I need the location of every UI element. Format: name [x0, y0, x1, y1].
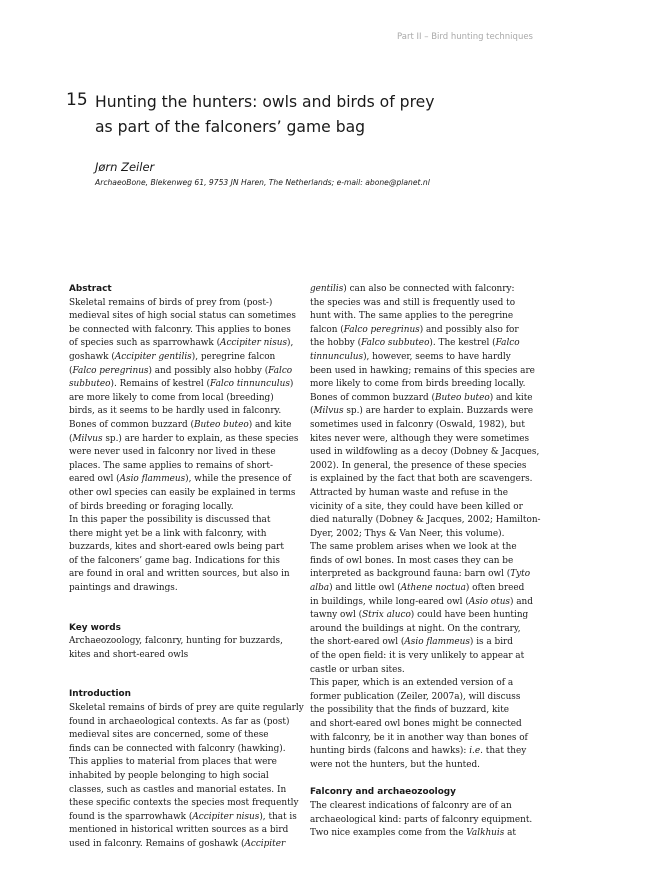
text-line: gentilis) can also be connected with falconry:	[310, 284, 515, 294]
author-name: Jørn Zeiler	[95, 160, 155, 174]
text-line: In this paper the possibility is discussed that	[69, 515, 271, 526]
text-line: is explained by the fact that both are scavengers.	[310, 474, 533, 485]
text-line: vicinity of a site, they could have been killed or	[310, 501, 523, 512]
text-line: archaeological kind: parts of falconry equipment.	[310, 814, 533, 825]
text-line: This paper, which is an extended version of a	[310, 678, 514, 689]
text-line: alba) and little owl (Athene noctua) often breed	[310, 583, 525, 594]
falconry-section-heading: Falconry and archaeozoology	[310, 787, 456, 798]
text-line: subbuteo). Remains of kestrel (Falco tinnunculus)	[69, 379, 294, 390]
text-line: of the open field: it is very unlikely to appear at	[310, 651, 525, 662]
text-line: Skeletal remains of birds of prey are quite regularly	[69, 703, 304, 714]
text-line: (Milvus sp.) are harder to explain, as these species	[69, 433, 299, 444]
text-line: eared owl (Asio flammeus), while the presence of	[69, 474, 292, 485]
text-line: kites never were, although they were sometimes	[310, 433, 530, 444]
introduction-text	[69, 702, 304, 852]
text-line: of species such as sparrowhawk (Accipiter nisus),	[69, 338, 294, 349]
text-line: birds, as it seems to be hardly used in falconry.	[69, 406, 282, 417]
chapter-number: 15	[66, 90, 88, 110]
text-line: interpreted as background fauna: barn owl (Tyto	[310, 569, 531, 580]
text-line: (Milvus sp.) are harder to explain. Buzzards were	[310, 406, 534, 417]
text-line: former publication (Zeiler, 2007a), will discuss	[310, 691, 521, 702]
text-line: with falconry, be it in another way than bones of	[310, 732, 528, 743]
text-line: paintings and drawings.	[69, 583, 178, 594]
text-line: Skeletal remains of birds of prey from (post-)	[69, 297, 273, 308]
text-line: hunt with. The same applies to the peregrine	[310, 311, 514, 322]
text-line: around the buildings at night. On the contrary,	[310, 623, 521, 634]
running-head: Part II – Bird hunting techniques	[397, 32, 533, 42]
right-column-text	[310, 283, 541, 772]
text-line: Dyer, 2002; Thys & Van Neer, this volume).	[310, 528, 505, 539]
text-line: other owl species can easily be explained in terms	[69, 487, 296, 498]
text-line: goshawk (Accipiter gentilis), peregrine falcon	[69, 351, 276, 362]
text-line: there might yet be a link with falconry, with	[69, 528, 267, 539]
falconry-section-text	[310, 800, 541, 841]
text-line: used in falconry. Remains of goshawk (Accipiter	[69, 838, 286, 849]
text-line: This applies to material from places that were	[69, 757, 277, 768]
text-line: castle or urban sites.	[310, 664, 405, 675]
text-line: Archaeozoology, falconry, hunting for buzzards,	[69, 636, 283, 647]
chapter-title-line-2: as part of the falconers’ game bag	[95, 118, 366, 136]
text-line: of the falconers’ game bag. Indications for this	[69, 555, 280, 566]
text-line: sometimes used in falconry (Oswald, 1982), but	[310, 419, 525, 430]
keywords-text	[69, 635, 304, 662]
author-affiliation: ArchaeoBone, Blekenweg 61, 9753 JN Haren, The Netherlands; e-mail: abone@planet.nl	[95, 178, 430, 187]
text-line: Two nice examples come from the Valkhuis at	[310, 828, 516, 839]
text-line: found is the sparrowhawk (Accipiter nisus), that is	[69, 811, 297, 822]
text-line: Bones of common buzzard (Buteo buteo) and kite	[310, 392, 533, 403]
text-line: buzzards, kites and short-eared owls being part	[69, 542, 284, 553]
text-line: the possibility that the finds of buzzard, kite	[310, 705, 510, 716]
text-line: these specific contexts the species most frequently	[69, 798, 299, 809]
text-line: (Falco peregrinus) and possibly also hobby (Falco	[69, 365, 293, 376]
text-line: 2002). In general, the presence of these species	[310, 460, 527, 471]
text-line: Bones of common buzzard (Buteo buteo) and kite	[69, 419, 292, 430]
text-line: finds of owl bones. In most cases they can be	[310, 555, 514, 566]
text-line: were never used in falconry nor lived in these	[69, 447, 276, 458]
spacer	[69, 662, 304, 688]
text-line: medieval sites are concerned, some of these	[69, 730, 269, 741]
spacer	[69, 596, 304, 622]
abstract-heading: Abstract	[69, 284, 112, 294]
text-line: been used in hawking; remains of this species are	[310, 365, 535, 376]
text-line: the short-eared owl (Asio flammeus) is a bird	[310, 637, 513, 648]
abstract-text	[69, 297, 304, 596]
text-line: inhabited by people belonging to high social	[69, 771, 269, 781]
left-column	[69, 283, 304, 852]
chapter-title	[95, 90, 535, 140]
introduction-heading: Introduction	[69, 689, 131, 700]
text-line: The clearest indications of falconry are of an	[310, 800, 512, 811]
text-line: are found in oral and written sources, but also in	[69, 569, 290, 580]
text-line: and short-eared owl bones might be connected	[310, 719, 522, 729]
text-line: be connected with falconry. This applies to bones	[69, 324, 291, 335]
text-line: tawny owl (Strix aluco) could have been hunting	[310, 610, 529, 621]
text-line: are more likely to come from local (breeding)	[69, 392, 274, 403]
text-line: used in wildfowling as a decoy (Dobney & Jacques,	[310, 447, 540, 458]
text-line: were not the hunters, but the hunted.	[310, 759, 480, 770]
text-line: mentioned in historical written sources as a bird	[69, 825, 289, 836]
text-line: hunting birds (falcons and hawks): i.e. that they	[310, 746, 527, 757]
chapter-title-line-1: Hunting the hunters: owls and birds of prey	[95, 93, 435, 111]
right-column	[310, 283, 541, 841]
text-line: medieval sites of high social status can sometimes	[69, 311, 296, 322]
text-line: kites and short-eared owls	[69, 649, 189, 660]
text-line: classes, such as castles and manorial estates. In	[69, 784, 287, 795]
text-line: found in archaeological contexts. As far as (post)	[69, 716, 290, 727]
text-line: tinnunculus), however, seems to have hardly	[310, 351, 511, 362]
text-line: falcon (Falco peregrinus) and possibly also for	[310, 324, 519, 335]
text-line: the hobby (Falco subbuteo). The kestrel (Falco	[310, 338, 520, 349]
text-line: of birds breeding or foraging locally.	[69, 501, 234, 512]
keywords-heading: Key words	[69, 622, 121, 633]
text-line: the species was and still is frequently used to	[310, 297, 516, 308]
text-line: The same problem arises when we look at the	[310, 542, 517, 553]
text-line: Attracted by human waste and refuse in the	[310, 487, 509, 498]
text-line: in buildings, while long-eared owl (Asio otus) and	[310, 596, 533, 607]
text-line: more likely to come from birds breeding locally.	[310, 379, 526, 390]
spacer	[310, 772, 541, 786]
text-line: died naturally (Dobney & Jacques, 2002; Hamilton-	[310, 515, 541, 526]
text-line: places. The same applies to remains of short-	[69, 460, 273, 471]
text-line: finds can be connected with falconry (hawking).	[69, 743, 286, 754]
